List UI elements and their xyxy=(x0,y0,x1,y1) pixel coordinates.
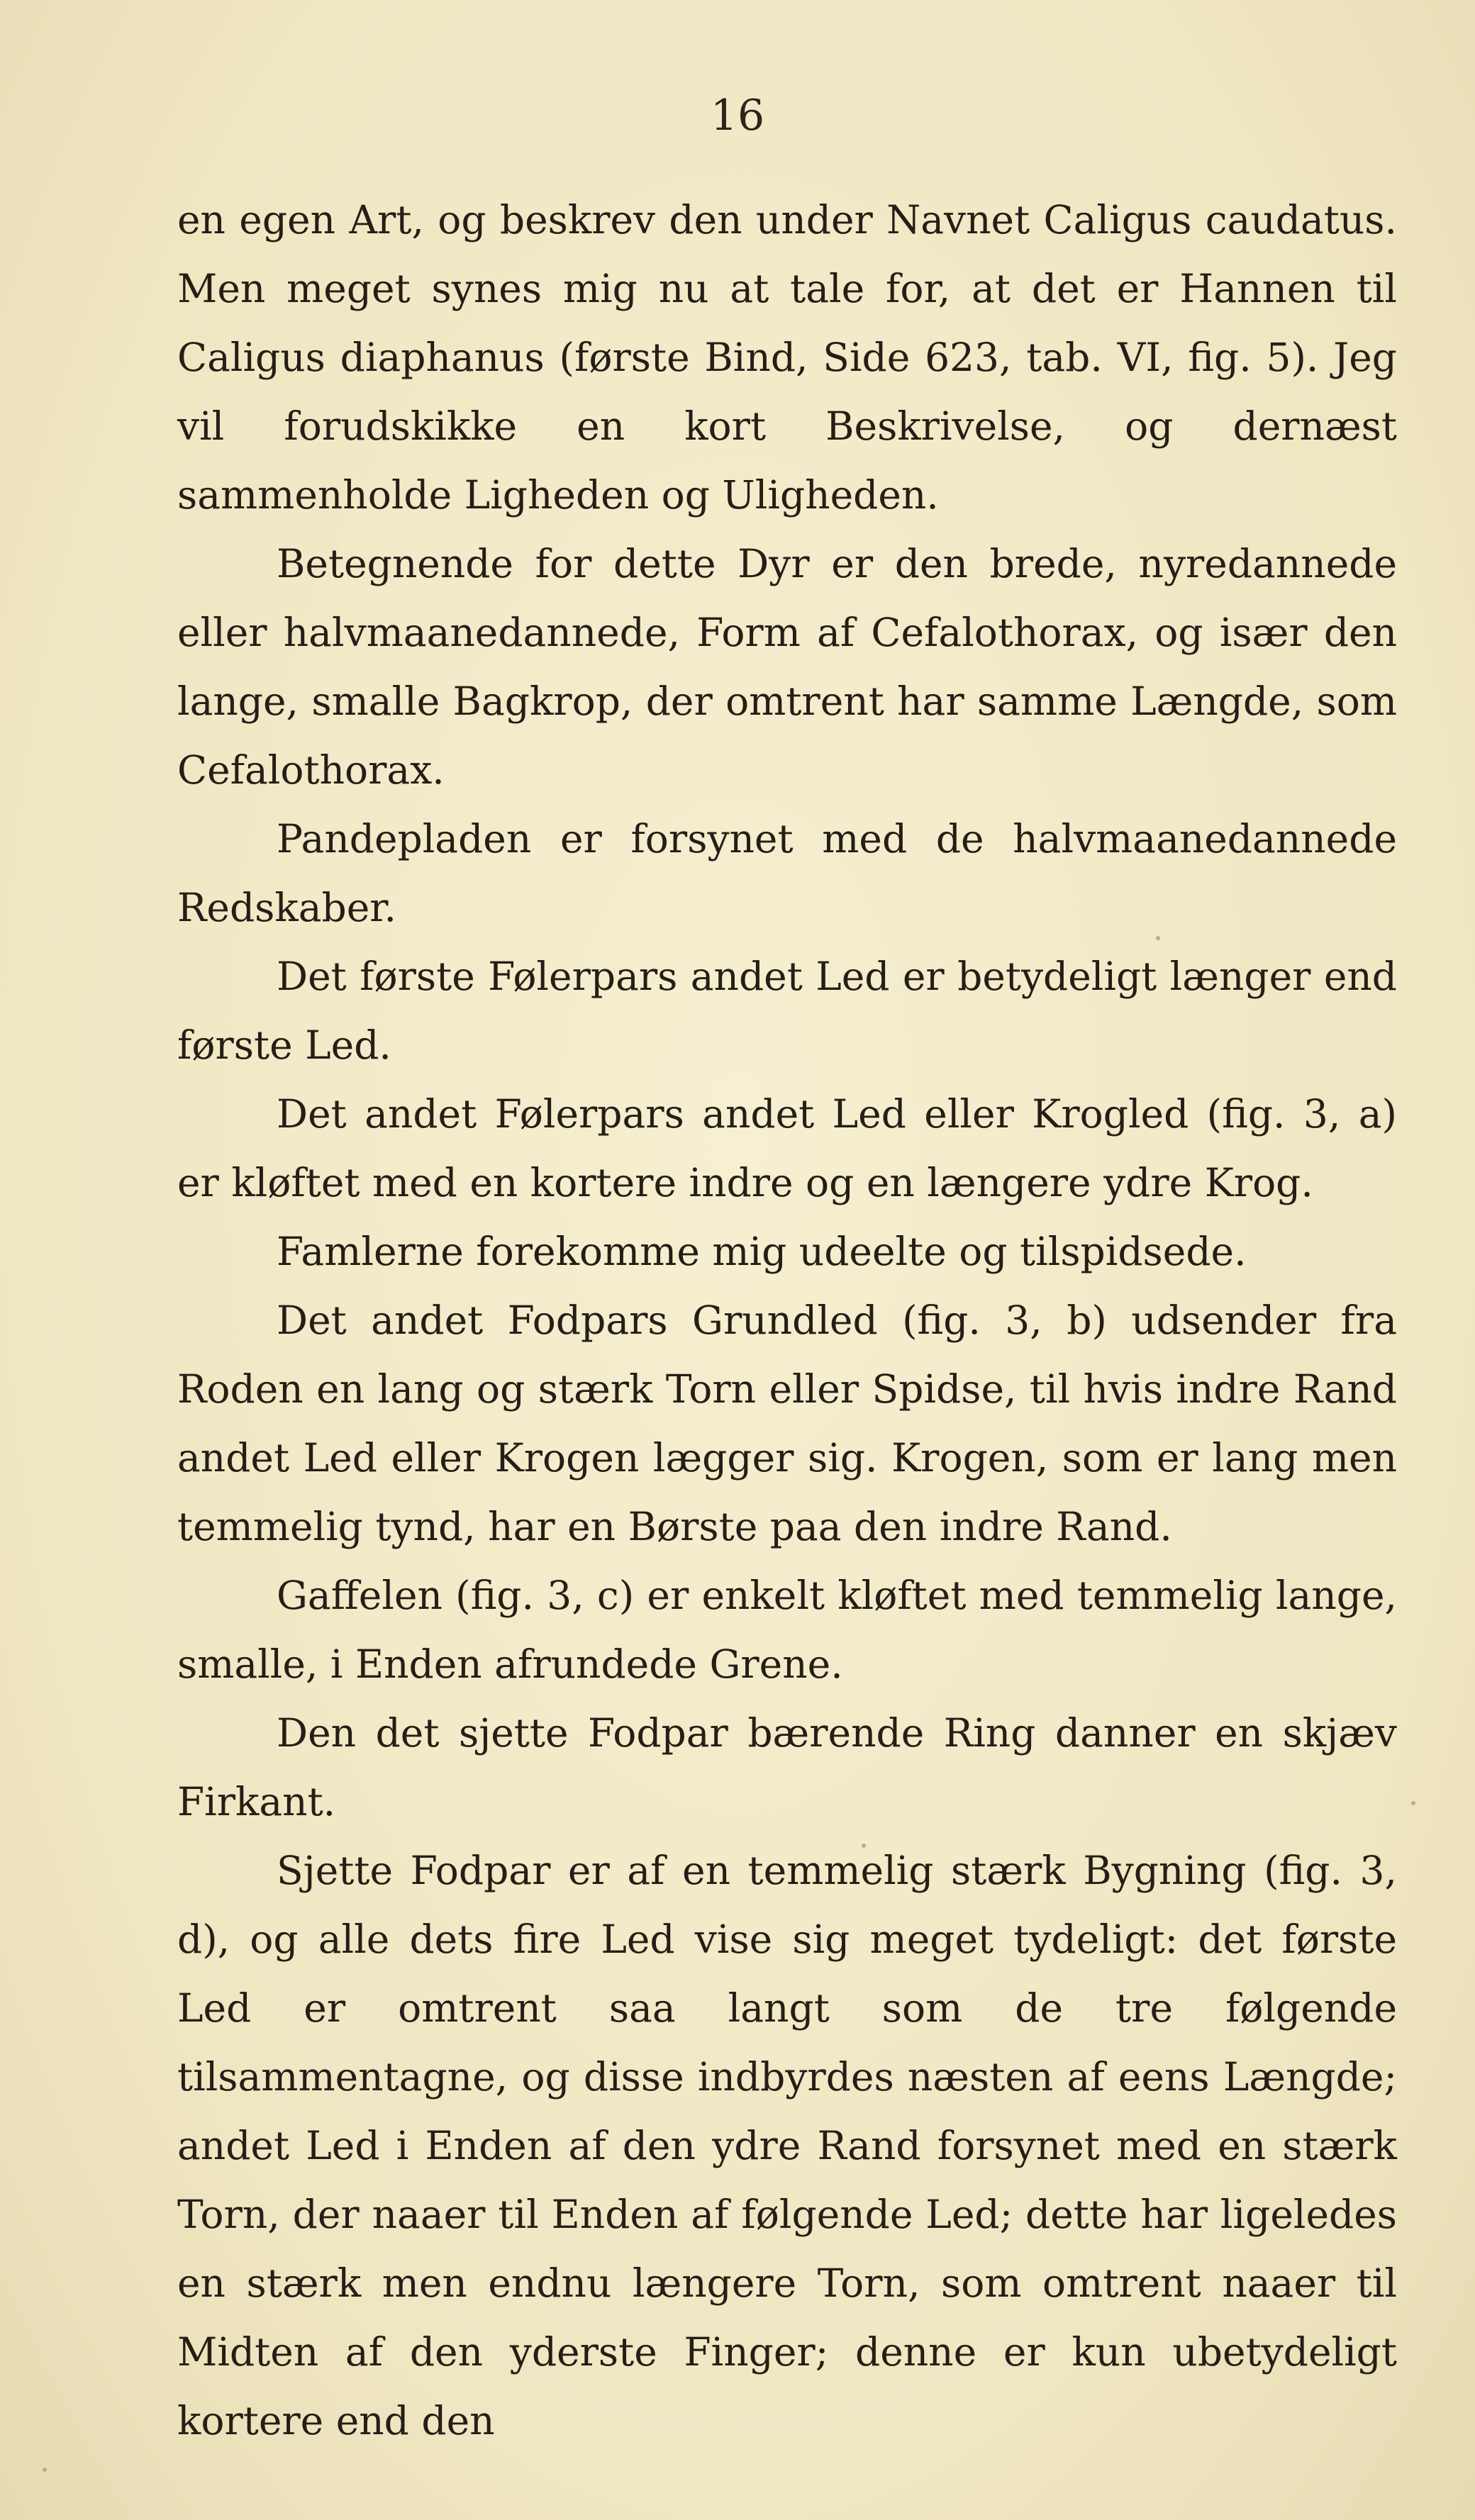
paragraph: Den det sjette Fodpar bærende Ring danner en skjæv Firkant. xyxy=(177,1710,1397,1824)
paragraph: Det andet Følerpars andet Led eller Krogled (fig. 3, a) er kløftet med en kortere indre og en længere ydre Krog. xyxy=(177,1091,1397,1205)
paper-speck xyxy=(862,1844,866,1848)
page-number: 16 xyxy=(710,91,765,140)
paragraph: Det andet Fodpars Grundled (fig. 3, b) udsender fra Roden en lang og stærk Torn eller Spidse, til hvis indre Rand andet Led eller Krogen lægger sig. Krogen, som er lang men temmelig tynd, har en Børste paa den indre Rand. xyxy=(177,1298,1397,1549)
paragraph: Gaffelen (fig. 3, c) er enkelt kløftet med temmelig lange, smalle, i Enden afrundede Grene. xyxy=(177,1573,1397,1687)
paper-speck xyxy=(1156,936,1160,940)
paragraph: Det første Følerpars andet Led er betydeligt længer end første Led. xyxy=(177,954,1397,1068)
paragraph: Sjette Fodpar er af en temmelig stærk Bygning (fig. 3, d), og alle dets fire Led vise sig meget tydeligt: det første Led er omtrent saa langt som de tre følgende tilsammentagne, og disse indbyrdes næsten af eens Længde; andet Led i Enden af den ydre Rand forsynet med en stærk Torn, der naaer til Enden af følgende Led; dette har ligeledes en stærk men endnu længere Torn, som omtrent naaer til Midten af den yderste Finger; denne er kun ubetydeligt kortere end den xyxy=(177,1848,1397,2443)
paragraph: Betegnende for dette Dyr er den brede, nyredannede eller halvmaanedannede, Form af Cefalothorax, og især den lange, smalle Bagkrop, der omtrent har samme Længde, som Cefalothorax. xyxy=(177,541,1397,793)
paragraph: en egen Art, og beskrev den under Navnet Caligus caudatus. Men meget synes mig nu at tale for, at det er Hannen til Caligus diaphanus (første Bind, Side 623, tab. VI, fig. 5). Jeg vil forudskikke en kort Beskrivelse, og dernæst sammenholde Ligheden og Uligheden. xyxy=(177,197,1397,518)
paragraph: Pandepladen er forsynet med de halvmaanedannede Redskaber. xyxy=(177,816,1397,930)
body-text xyxy=(177,186,1397,2455)
paragraph: Famlerne forekomme mig udeelte og tilspidsede. xyxy=(277,1229,1247,1274)
paper-speck xyxy=(43,2468,47,2472)
paper-speck xyxy=(1411,1801,1415,1805)
